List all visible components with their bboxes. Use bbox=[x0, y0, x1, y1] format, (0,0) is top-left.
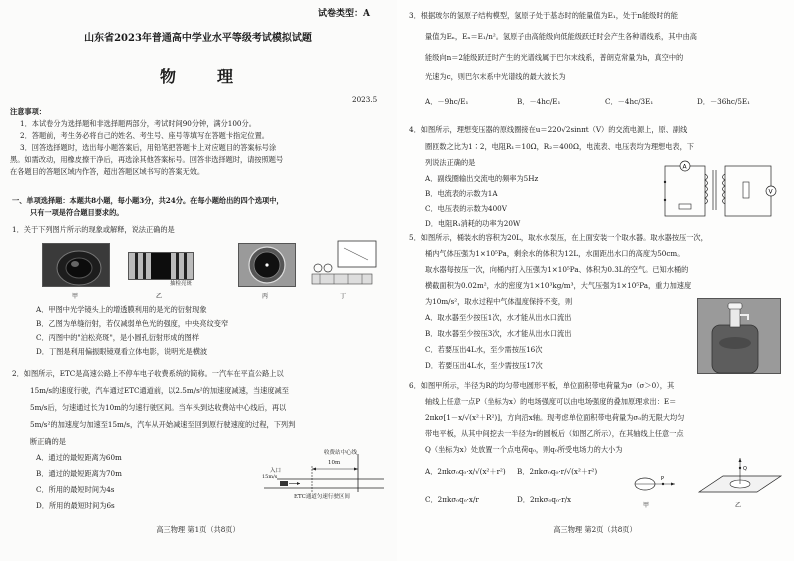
q1-figure-jia bbox=[42, 243, 110, 287]
q1-figure-ding bbox=[310, 238, 380, 288]
q2-line: 2．如图所示，ETC是高速公路上不停车电子收费系统的简称。一汽车在平直公路上以 bbox=[12, 369, 284, 378]
q3-option: C．－4hc/3E₁ bbox=[605, 97, 654, 106]
q4-line: 圈匝数之比为1∶2，电阻R₁＝10Ω，R₂＝400Ω，电流表、电压表均为理想电表，下 bbox=[425, 142, 694, 151]
q6-fig-label: 乙 bbox=[735, 502, 742, 509]
q5-line: 取水器每按压一次，向桶内打入压强为1×10⁵Pa、体积为0.3L的空气。已知水桶的 bbox=[425, 265, 689, 274]
svg-text:A: A bbox=[682, 163, 687, 171]
q3-option: D．－36hc/5E₁ bbox=[697, 97, 751, 106]
q4-option: A．副线圈输出交流电的频率为5Hz bbox=[425, 174, 539, 183]
q3-line: 光速为c，则巴尔末系中光谱线的最大波长为 bbox=[425, 72, 566, 81]
q1-fig-label: 丙 bbox=[262, 293, 269, 300]
paper-type: 试卷类型：A bbox=[318, 9, 370, 19]
q2-entry-label: 入口 bbox=[270, 468, 282, 474]
q1-figure-bing bbox=[238, 243, 296, 287]
q2-option: C．所用的最短时间为4s bbox=[36, 485, 115, 494]
q2-option: A．通过的最短距离为60m bbox=[36, 453, 122, 462]
q5-option: D．若要压出4L水，至少需按压17次 bbox=[425, 361, 543, 370]
notice-line: 在各题目的答题区域内作答，超出答题区域书写的答案无效。 bbox=[10, 167, 205, 176]
notice-line: 1．本试卷分为选择题和非选择题两部分，考试时间90分钟，满分100分。 bbox=[20, 119, 256, 128]
q6-fig-label: 甲 bbox=[643, 502, 650, 509]
q1-figure-yi bbox=[128, 252, 194, 280]
q6-line: 带电平板，从其中间挖去一半径为r的圆板后（如图乙所示），在其轴线上任意一点 bbox=[425, 429, 684, 438]
q1-fig-text: 抽检亮斑 bbox=[170, 281, 193, 287]
polarized-3d-movie-sketch bbox=[310, 238, 380, 288]
q2-line: 断正确的是 bbox=[30, 437, 66, 446]
q5-line: 桶内气体压强为1×10⁵Pa，剩余水的体积为12L，水面距出水口的高度为50cm。 bbox=[425, 249, 685, 258]
q2-fig-caption: ETC通道匀速行驶区间 bbox=[294, 494, 350, 500]
water-bucket-dispenser-image bbox=[698, 299, 780, 373]
notice-line: 2．答题前，考生务必将自己的姓名、考生号、座号等填写在答题卡指定位置。 bbox=[20, 131, 269, 140]
page-footer: 高三物理 第1页（共8页） bbox=[156, 525, 240, 534]
q5-option: B．取水器至少按压3次，水才能从出水口流出 bbox=[425, 329, 572, 338]
notice-line: 黑。如需改动，用橡皮擦干净后，再选涂其他答案标号。回答非选择题时，请按照题号 bbox=[10, 155, 284, 164]
q3-line: 能级向n＝2能级跃迁时产生的光谱线属于巴尔末线系，普朗克常量为h，真空中的 bbox=[425, 53, 684, 62]
q6-option: D．2πkσ₀q₀·r/x bbox=[517, 495, 572, 504]
q2-option: D．所用的最短时间为6s bbox=[36, 501, 115, 510]
q2-line: 15m/s的速度行驶，汽车通过ETC通道前，以2.5m/s²的加速度减速，当速度减至 bbox=[30, 386, 289, 395]
q5-option: A．取水器至少按压1次，水才能从出水口流出 bbox=[425, 313, 572, 322]
q6-line: 6．如图甲所示，半径为R的均匀带电圆形平板，单位面积带电荷量为σ（σ＞0），其 bbox=[409, 381, 675, 390]
camera-lens-icon bbox=[43, 244, 109, 286]
q3-option: B．－4hc/E₁ bbox=[517, 97, 561, 106]
notice-line: 3．回答选择题时，选出每小题答案后，用铅笔把答题卡上对应题目的答案标号涂 bbox=[20, 143, 277, 152]
q6-figure-jia bbox=[631, 470, 677, 514]
q2-etc-figure bbox=[262, 448, 387, 503]
q5-line: 为10m/s²，取水过程中气体温度保持不变，则 bbox=[425, 297, 573, 306]
q1-option: C．丙图中的"泊松亮斑"，是小圆孔衍射形成的图样 bbox=[36, 333, 200, 342]
q5-line: 横截面积为0.02m²，水的密度为1×10³kg/m³，大气压强为1×10⁵Pa，重力加速度 bbox=[425, 281, 692, 290]
q2-line: 5m/s²的加速度匀加速至15m/s，汽车从开始减速至回到原行驶速度的过程，下列判 bbox=[30, 420, 296, 429]
q5-option: C．若要压出4L水，至少需按压16次 bbox=[425, 345, 543, 354]
q6-line: Q（坐标为x）处放置一个点电荷q₀，则q₀所受电场力的大小为 bbox=[425, 445, 623, 454]
q4-option: D．电阻R₁消耗的功率为20W bbox=[425, 219, 521, 228]
q2-line: 5m/s后，匀速通过长为10m的匀速行驶区间。当车头到达收费站中心线后，再以 bbox=[30, 403, 287, 412]
q4-line: 列说法正确的是 bbox=[425, 158, 476, 167]
q4-transformer-figure bbox=[659, 160, 779, 222]
section-heading-cont: 只有一项是符合题目要求的。 bbox=[30, 208, 124, 217]
q6-option: C．2πkσ₀q₀·x/r bbox=[425, 495, 479, 504]
q6-option: A．2πkσ₀q₀·x/√(x²＋r²) bbox=[425, 467, 506, 476]
exam-title: 山东省2023年普通高中学业水平等级考试模拟试题 bbox=[84, 33, 312, 44]
svg-text:V: V bbox=[768, 188, 773, 196]
single-slit-diffraction-pattern bbox=[129, 253, 193, 279]
subject-title: 物 理 bbox=[159, 67, 236, 86]
svg-text:Q: Q bbox=[743, 466, 747, 472]
charged-disk-diagram bbox=[631, 470, 677, 514]
exam-date: 2023.5 bbox=[352, 95, 378, 104]
q2-option: B．通过的最短距离为70m bbox=[36, 469, 122, 478]
q3-line: 量值为Eₙ，Eₙ＝E₁/n²。氢原子由高能级向低能级跃迁时会产生各种谱线系，其中由高 bbox=[425, 32, 697, 41]
q1-fig-label: 甲 bbox=[72, 293, 79, 300]
transformer-circuit-diagram bbox=[659, 160, 779, 222]
q1-option: D．丁图是利用偏振眼镜观看立体电影，说明光是横波 bbox=[36, 347, 208, 356]
q5-line: 5．如图所示，桶装水的容积为20L，取水水泵压，在上面安装一个取水器。取水器按压一次， bbox=[409, 233, 708, 242]
q3-line: 3．根据玻尔的氢原子结构模型，氢原子处于基态时的能量值为E₁，处于n能级时的能 bbox=[409, 11, 678, 20]
q1-option: A．甲图中光学镜头上的增透膜利用的是光的衍射现象 bbox=[36, 305, 207, 314]
q3-option: A．－9hc/E₁ bbox=[425, 97, 469, 106]
svg-text:P: P bbox=[661, 476, 665, 482]
q6-option: B．2πkσ₀q₀·r/√(x²＋r²) bbox=[517, 467, 598, 476]
q4-option: B．电流表的示数为1A bbox=[425, 189, 498, 198]
q1-stem: 1．关于下列图片所示的现象或解释，说法正确的是 bbox=[12, 225, 175, 234]
q6-figure-yi bbox=[693, 458, 785, 514]
q4-option: C．电压表的示数为400V bbox=[425, 204, 507, 213]
notice-heading: 注意事项： bbox=[10, 107, 46, 116]
q2-distance-label: 10m bbox=[328, 460, 341, 466]
right-page bbox=[397, 0, 794, 561]
q6-line: 轴线上任意一点P（坐标为x）的电场强度可以由电场强度的叠加原理求出：E＝ bbox=[425, 397, 677, 406]
q2-center-label: 收费站中心线 bbox=[324, 450, 358, 456]
page-footer: 高三物理 第2页（共8页） bbox=[553, 525, 637, 534]
q1-fig-label: 丁 bbox=[340, 293, 347, 300]
q5-water-bucket-photo bbox=[697, 298, 781, 374]
poisson-spot-pattern bbox=[239, 244, 295, 286]
q1-option: B．乙图为单缝衍射，若仅减弱单色光的强度，中央亮纹变窄 bbox=[36, 319, 229, 328]
q2-speed-label: 15m/s bbox=[262, 474, 278, 480]
q4-line: 4．如图所示，理想变压器的原线圈接在u＝220√2sinπt（V）的交流电源上，原、副线 bbox=[409, 125, 688, 134]
q1-fig-label: 乙 bbox=[156, 293, 163, 300]
section-heading: 一、单项选择题：本题共8小题，每小题3分，共24分。在每小题给出的四个选项中， bbox=[12, 196, 284, 205]
q6-line: 2πkσ[1－x/√(x²＋R²)]，方向沿x轴。现考虑单位面积带电荷量为σ₀的无限大均匀 bbox=[425, 413, 685, 422]
